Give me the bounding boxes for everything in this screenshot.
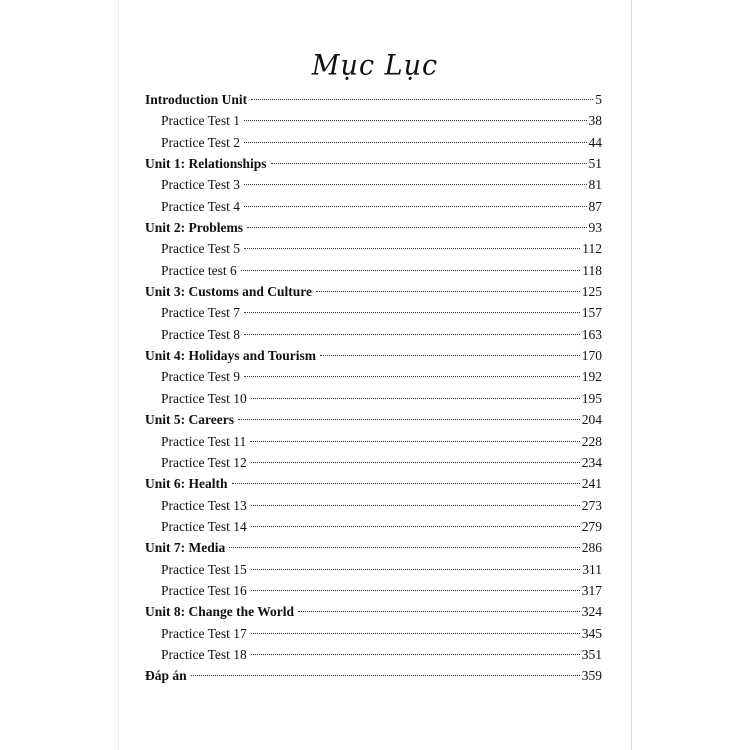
dot-leader: [244, 376, 580, 377]
toc-entry-page-number: 125: [581, 284, 602, 300]
dot-leader: [244, 248, 580, 249]
toc-entry-label: Practice Test 3: [161, 177, 241, 193]
toc-entry-page-number: 204: [581, 412, 602, 428]
toc-sub-entry: [145, 580, 602, 601]
dot-leader: [251, 633, 580, 634]
toc-entry-page-number: 118: [582, 262, 602, 278]
toc-entry-page-number: 228: [581, 433, 602, 449]
dot-leader: [251, 398, 580, 399]
toc-sub-entry: [145, 452, 602, 473]
dot-leader: [251, 526, 580, 527]
dot-leader: [320, 355, 580, 356]
toc-entry-page-number: 195: [581, 390, 602, 406]
dot-leader: [244, 120, 586, 121]
toc-entry-page-number: 279: [581, 518, 602, 534]
dot-leader: [271, 163, 587, 164]
dot-leader: [244, 184, 586, 185]
dot-leader: [316, 291, 580, 292]
toc-entry-label: Unit 2: Problems: [145, 220, 243, 236]
toc-sub-entry: [145, 495, 602, 516]
toc-entry-label: Practice Test 14: [161, 518, 247, 534]
toc-entry-label: Practice test 6: [161, 262, 237, 278]
toc-unit-entry: [145, 281, 602, 302]
toc-entry-page-number: 157: [581, 305, 602, 321]
toc-entry-label: Unit 5: Careers: [145, 412, 234, 428]
toc-entry-page-number: 345: [581, 625, 602, 641]
toc-unit-entry: [145, 89, 602, 110]
toc-sub-entry: [145, 260, 602, 281]
toc-entry-label: Unit 8: Change the World: [145, 604, 295, 620]
dot-leader: [229, 547, 580, 548]
toc-sub-entry: [145, 302, 602, 323]
toc-sub-entry: [145, 431, 602, 452]
toc-entry-page-number: 87: [588, 198, 602, 214]
toc-unit-entry: [145, 345, 602, 366]
toc-entry-page-number: 359: [581, 668, 602, 684]
toc-entry-label: Introduction Unit: [145, 92, 248, 107]
dot-leader: [232, 483, 580, 484]
dot-leader: [251, 99, 593, 100]
dot-leader: [250, 441, 579, 442]
toc-entry-page-number: 241: [581, 476, 602, 492]
dot-leader: [251, 462, 580, 463]
toc-entry-label: Practice Test 12: [161, 454, 247, 470]
toc-unit-entry: [145, 665, 602, 686]
toc-entry-page-number: 234: [581, 454, 602, 470]
toc-entry-page-number: 351: [581, 646, 602, 662]
toc-entry-page-number: 311: [582, 561, 602, 577]
toc-unit-entry: [145, 601, 602, 622]
toc-sub-entry: [145, 559, 602, 580]
toc-entry-page-number: 5: [595, 92, 602, 107]
dot-leader: [244, 142, 586, 143]
toc-entry-label: Practice Test 8: [161, 326, 241, 342]
toc-entry-label: Practice Test 1: [161, 113, 241, 129]
toc-entry-label: Đáp án: [145, 668, 187, 684]
page-right-edge: [631, 0, 632, 750]
toc-entry-label: Unit 1: Relationships: [145, 156, 267, 172]
toc-entry-page-number: 192: [581, 369, 602, 385]
toc-entry-label: Practice Test 13: [161, 497, 247, 513]
toc-entry-label: Unit 6: Health: [145, 476, 228, 492]
toc-entry-label: Practice Test 4: [161, 198, 241, 214]
toc-entry-label: Practice Test 5: [161, 241, 241, 257]
toc-entry-page-number: 93: [588, 220, 602, 236]
toc-sub-entry: [145, 366, 602, 387]
toc-entry-label: Practice Test 15: [161, 561, 247, 577]
toc-entry-page-number: 286: [581, 540, 602, 556]
toc-sub-entry: [145, 174, 602, 195]
toc-entry-label: Practice Test 7: [161, 305, 241, 321]
toc-sub-entry: [145, 132, 602, 153]
toc-entry-label: Practice Test 18: [161, 646, 247, 662]
toc-entry-label: Practice Test 10: [161, 390, 247, 406]
page-title: Mục Lục: [311, 49, 439, 82]
dot-leader: [238, 419, 580, 420]
toc-entry-label: Practice Test 2: [161, 134, 241, 150]
toc-unit-entry: [145, 409, 602, 430]
dot-leader: [244, 206, 586, 207]
dot-leader: [241, 270, 581, 271]
dot-leader: [251, 654, 580, 655]
dot-leader: [251, 505, 580, 506]
toc-entry-page-number: 324: [581, 604, 602, 620]
toc-entry-label: Unit 3: Customs and Culture: [145, 284, 313, 300]
toc-entry-label: Practice Test 11: [161, 433, 247, 449]
dot-leader: [298, 611, 580, 612]
toc-unit-entry: [145, 473, 602, 494]
toc-entry-page-number: 112: [582, 241, 602, 257]
toc-unit-entry: [145, 153, 602, 174]
toc-entry-page-number: 38: [588, 113, 602, 129]
dot-leader: [251, 590, 580, 591]
toc-entry-label: Unit 7: Media: [145, 540, 226, 556]
toc-sub-entry: [145, 324, 602, 345]
toc-entry-label: Practice Test 16: [161, 582, 247, 598]
dot-leader: [244, 312, 580, 313]
toc-entry-label: Practice Test 17: [161, 625, 247, 641]
toc-entry-page-number: 81: [588, 177, 602, 193]
toc-entry-page-number: 273: [581, 497, 602, 513]
toc-sub-entry: [145, 623, 602, 644]
dot-leader: [191, 675, 580, 676]
dot-leader: [247, 227, 587, 228]
toc-sub-entry: [145, 238, 602, 259]
toc-entry-page-number: 317: [581, 582, 602, 598]
toc-entry-page-number: 170: [581, 348, 602, 364]
toc-sub-entry: [145, 388, 602, 409]
toc-entry-page-number: 163: [581, 326, 602, 342]
toc-unit-entry: [145, 537, 602, 558]
page-left-edge: [118, 0, 119, 750]
table-of-contents: [145, 89, 602, 687]
toc-sub-entry: [145, 196, 602, 217]
dot-leader: [244, 334, 580, 335]
dot-leader: [251, 569, 580, 570]
toc-sub-entry: [145, 644, 602, 665]
toc-sub-entry: [145, 516, 602, 537]
toc-entry-label: Unit 4: Holidays and Tourism: [145, 348, 317, 364]
toc-sub-entry: [145, 110, 602, 131]
toc-unit-entry: [145, 217, 602, 238]
toc-entry-page-number: 51: [588, 156, 602, 172]
toc-entry-page-number: 44: [588, 134, 602, 150]
toc-entry-label: Practice Test 9: [161, 369, 241, 385]
